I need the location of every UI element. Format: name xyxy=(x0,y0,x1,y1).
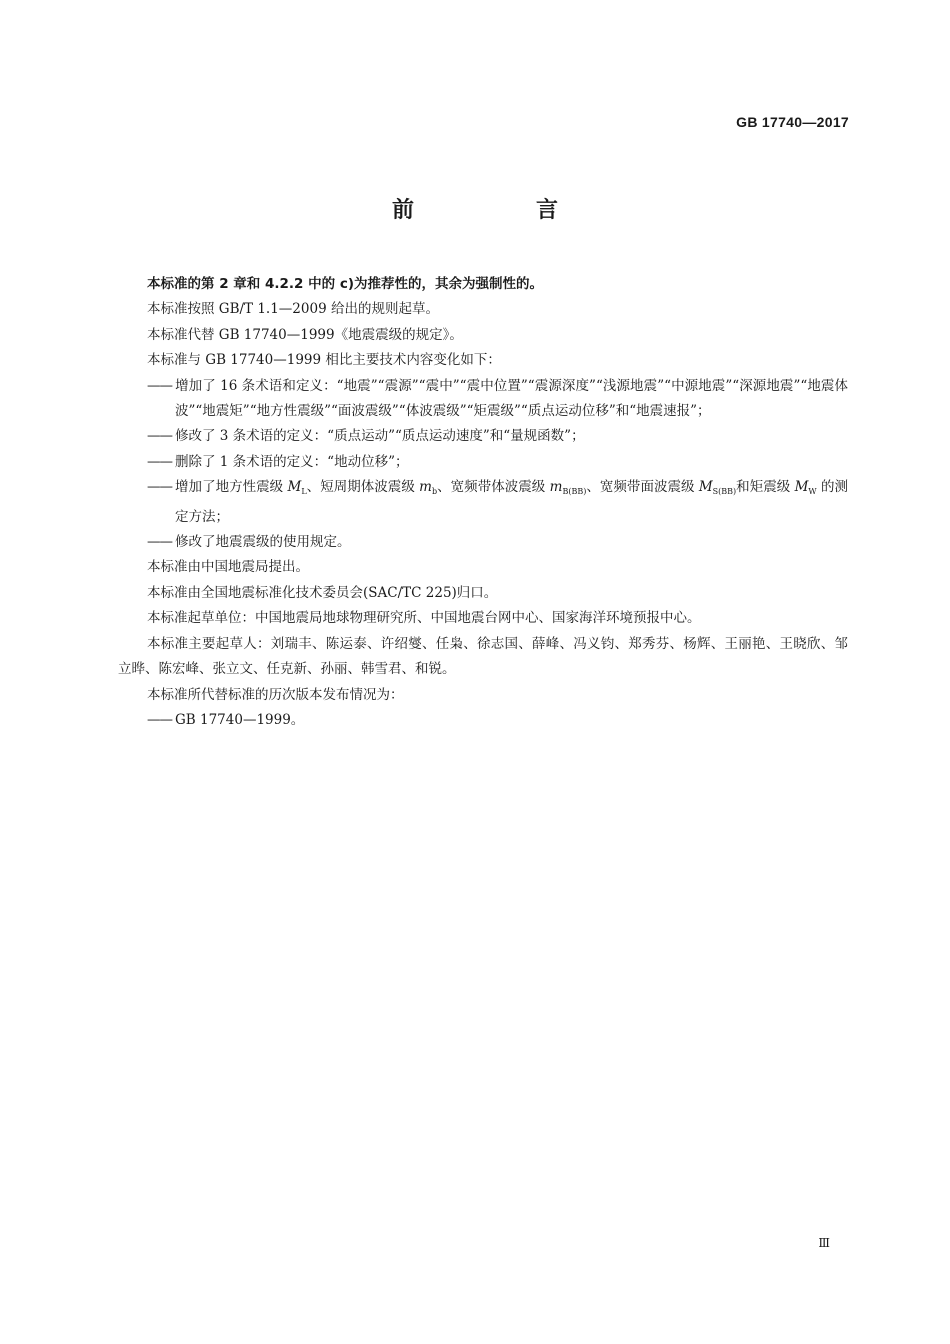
paragraph-drafting-rules: 本标准按照 GB/T 1.1—2009 给出的规则起草。 xyxy=(147,301,439,318)
list-item-change-4: —— 增加了地方性震级 $M_L$、短周期体波震级 $m_b$、宽频带体波震级 $m_{B(BB)}$、宽频带面波震级 $M_{S(BB)}$和矩震级 $M_W$ 的测定方法； xyxy=(118,475,848,530)
paragraph-proposer: 本标准由中国地震局提出。 xyxy=(147,559,309,576)
page-title: 前 言 xyxy=(391,198,608,223)
symbol-moment-magnitude: $M_W$ xyxy=(794,479,817,497)
list-dash: —— xyxy=(147,453,172,470)
paragraph-drafters: 本标准主要起草人：刘瑞丰、陈运泰、许绍燮、任枭、徐志国、薛峰、冯义钧、郑秀芬、杨辉、王丽艳、王晓欣、邹立晔、陈宏峰、张立文、任克新、孙丽、韩雪君、和锐。 xyxy=(118,635,848,678)
list-dash: —— xyxy=(147,428,172,445)
list-item-text: 增加了地方性震级 xyxy=(175,479,288,496)
symbol-local-magnitude: $M_L$ xyxy=(287,479,307,497)
list-dash: —— xyxy=(147,377,172,394)
paragraph-jurisdiction: 本标准由全国地震标准化技术委员会(SAC/TC 225)归口。 xyxy=(147,584,498,601)
paragraph-drafting-units: 本标准起草单位：中国地震局地球物理研究所、中国地震台网中心、国家海洋环境预报中心。 xyxy=(147,610,701,627)
list-dash: —— xyxy=(147,479,172,496)
paragraph-history-intro: 本标准所代替标准的历次版本发布情况为： xyxy=(147,686,404,703)
list-dash: —— xyxy=(147,711,172,728)
list-item-text: 删除了 1 条术语的定义：“地动位移”； xyxy=(175,453,409,470)
page-number: Ⅲ xyxy=(818,1236,830,1250)
list-item-text: GB 17740—1999。 xyxy=(175,711,305,728)
list-item-change-5 xyxy=(118,530,848,555)
list-item-change-2 xyxy=(118,424,848,449)
document-body xyxy=(118,272,848,733)
list-item-text: 修改了 3 条术语的定义：“质点运动”“质点运动速度”和“量规函数”； xyxy=(175,428,585,445)
paragraph-normative-note: 本标准的第 2 章和 4.2.2 中的 c)为推荐性的，其余为强制性的。 xyxy=(147,276,544,292)
standard-code: GB 17740—2017 xyxy=(736,114,849,130)
list-item-change-1 xyxy=(118,374,848,425)
symbol-broadband-body-wave-magnitude: $m_{B(BB)}$ xyxy=(549,479,587,497)
list-item-history-1 xyxy=(118,708,848,733)
symbol-broadband-surface-wave-magnitude: $M_{S(BB)}$ xyxy=(698,479,737,497)
list-item-text: 修改了地震震级的使用规定。 xyxy=(175,534,351,551)
paragraph-replaces: 本标准代替 GB 17740—1999《地震震级的规定》。 xyxy=(147,326,463,343)
list-item-text: 增加了 16 条术语和定义：“地震”“震源”“震中”“震中位置”“震源深度”“浅源地震”“中源地震”“深源地震”“地震体波”“地震矩”“地方性震级”“面波震级”“体波震级”“矩震级”“质点运动位移”和“地震速报”； xyxy=(175,377,848,420)
symbol-body-wave-magnitude: $m_b$ xyxy=(419,479,438,497)
list-dash: —— xyxy=(147,534,172,551)
list-item-change-3 xyxy=(118,450,848,475)
paragraph-changes-intro: 本标准与 GB 17740—1999 相比主要技术内容变化如下： xyxy=(147,352,501,369)
